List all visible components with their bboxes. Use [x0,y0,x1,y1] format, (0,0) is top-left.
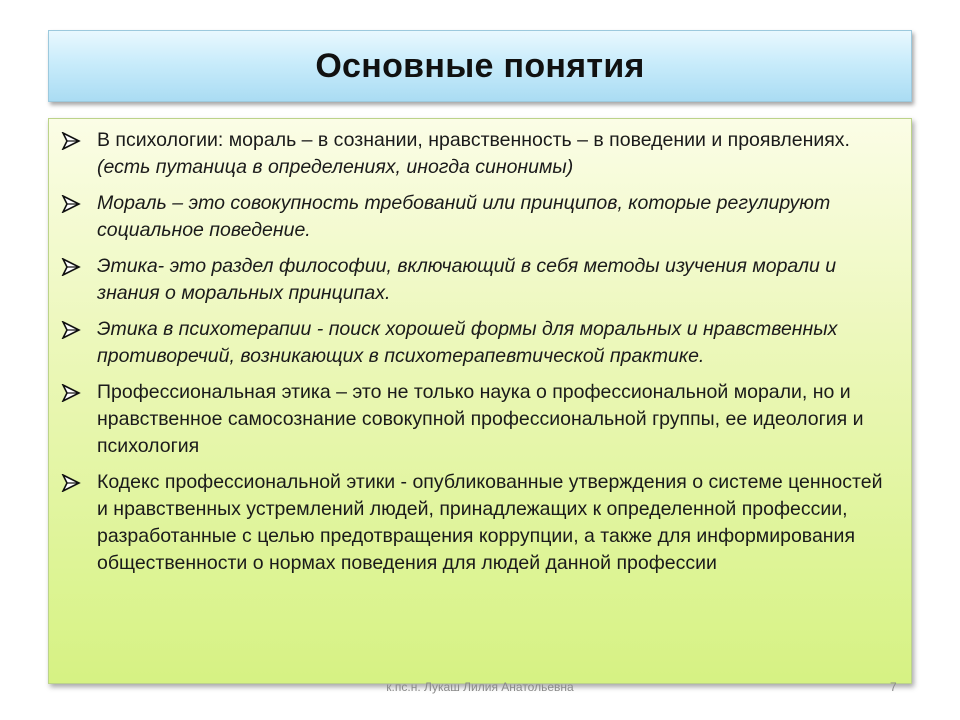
bullet-item [59,316,891,370]
bullet-list [59,127,891,577]
arrowhead-bullet-icon [61,127,83,154]
arrowhead-bullet-icon [61,469,83,496]
title-box [48,30,912,102]
arrowhead-bullet-icon [61,253,83,280]
slide-title: Основные понятия [315,46,645,85]
bullet-text: В психологии: мораль – в сознании, нравственность – в поведении и проявлениях. [97,129,850,151]
bullet-item [59,127,891,181]
bullet-italic-text: Этика- это раздел философии, включающий в себя методы изучения морали и знания о моральных принципах. [97,255,837,304]
bullet-item [59,469,891,577]
bullet-text: Кодекс профессиональной этики - опубликованные утверждения о системе ценностей и нравственных устремлений людей, принадлежащих к определенной профессии, разработанные с целью предотвращения коррупции, а также для информирования общественности о нормах поведения для людей данной профессии [97,471,883,574]
bullet-text: Профессиональная этика – это не только наука о профессиональной морали, но и нравственное самосознание совокупной профессиональной группы, ее идеология и психология [97,381,864,457]
bullet-item [59,190,891,244]
bullet-item [59,379,891,460]
bullet-item [59,253,891,307]
bullet-italic-text: Этика в психотерапии - поиск хорошей формы для моральных и нравственных противоречий, возникающих в психотерапевтической практике. [97,318,838,367]
arrowhead-bullet-icon [61,190,83,217]
page-number: 7 [890,680,897,694]
bullet-italic-text: Мораль – это совокупность требований или принципов, которые регулируют социальное поведение. [97,192,831,241]
content-box [48,118,912,684]
footer-author: к.пс.н. Лукаш Лилия Анатольевна [386,680,574,694]
arrowhead-bullet-icon [61,379,83,406]
bullet-italic-text: (есть путаница в определениях, иногда синонимы) [97,156,574,178]
arrowhead-bullet-icon [61,316,83,343]
